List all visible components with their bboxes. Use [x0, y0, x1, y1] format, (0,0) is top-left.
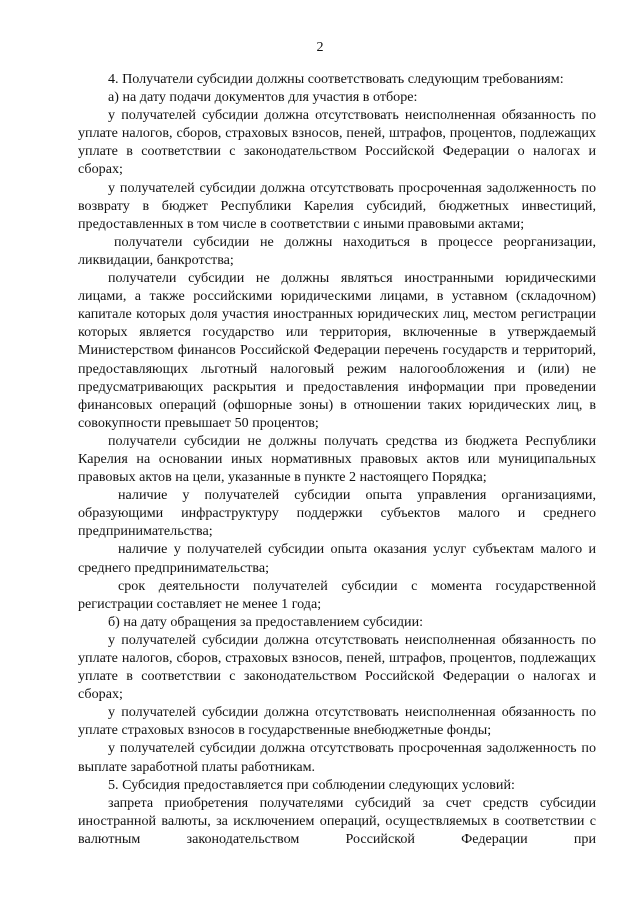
- paragraph-subsection-a: а) на дату подачи документов для участия в отборе:: [108, 89, 418, 106]
- paragraph-insurance-contributions: у получателей субсидии должна отсутствовать неисполненная обязанность по уплате страховых взносов в государственные внебюджетные фонды;: [78, 704, 596, 739]
- paragraph-reorganization: получатели субсидии не должны находиться в процессе реорганизации, ликвидации, банкротства;: [78, 233, 596, 268]
- paragraph-management-experience: наличие у получателей субсидии опыта управления организациями, образующими инфраструктуру поддержки субъектов малого и среднего предпринимательства;: [78, 487, 596, 540]
- paragraph-other-budget-funds: получатели субсидии не должны получать средства из бюджета Республики Карелия на основании иных нормативных правовых актов или муниципальных правовых актов на цели, указанные в пункте 2 настоящего Порядка;: [78, 432, 596, 486]
- paragraph-currency-prohibition: запрета приобретения получателями субсидий за счет средств субсидии иностранной валюты, за исключением операций, осуществляемых в соответствии с валютным законодательством Российской Федерации при: [78, 794, 596, 847]
- paragraph-registration-term: срок деятельности получателей субсидии с момента государственной регистрации составляет не менее 1 года;: [78, 577, 596, 612]
- page-number: 2: [316, 39, 324, 55]
- paragraph-tax-obligation: у получателей субсидии должна отсутствовать неисполненная обязанность по уплате налогов, сборов, страховых взносов, пеней, штрафов, процентов, подлежащих уплате в соответствии с законодательством Российской Федерации о налогах и сборах;: [78, 107, 596, 178]
- paragraph-salary-arrears: у получателей субсидии должна отсутствовать просроченная задолженность по выплате заработной платы работникам.: [78, 740, 596, 775]
- paragraph-service-experience: наличие у получателей субсидии опыта оказания услуг субъектам малого и среднего предпринимательства;: [78, 541, 596, 576]
- paragraph-tax-obligation-b: у получателей субсидии должна отсутствовать неисполненная обязанность по уплате налогов, сборов, страховых взносов, пеней, штрафов, процентов, подлежащих уплате в соответствии с законодательством Российской Федерации о налогах и сборах;: [78, 631, 596, 703]
- paragraph-foreign-entities: получатели субсидии не должны являться иностранными юридическими лицами, а также российскими юридическими лицами, в уставном (складочном) капитале которых доля участия иностранных юридических лиц, местом регистрации которых является государство или территория, включенные в утверждаемый Министерством финансов Российской Федерации перечень государств и территорий, предоставляющих льготный налоговый режим налогообложения и (или) не предусматривающих раскрытия и предоставления информации при проведении финансовых операций (офшорные зоны) в отношении таких юридических лиц, в совокупности превышает 50 процентов;: [78, 270, 596, 431]
- paragraph-section-5-heading: 5. Субсидия предоставляется при соблюдении следующих условий:: [108, 776, 515, 793]
- document-body: [78, 70, 596, 848]
- paragraph-section-4-heading: 4. Получатели субсидии должны соответствовать следующим требованиям:: [108, 71, 564, 87]
- paragraph-subsection-b: б) на дату обращения за предоставлением субсидии:: [108, 613, 424, 630]
- paragraph-budget-debt: у получателей субсидии должна отсутствовать просроченная задолженность по возврату в бюджет Республики Карелия субсидий, бюджетных инвестиций, предоставленных в том числе в соответствии с иными правовыми актами;: [78, 179, 596, 232]
